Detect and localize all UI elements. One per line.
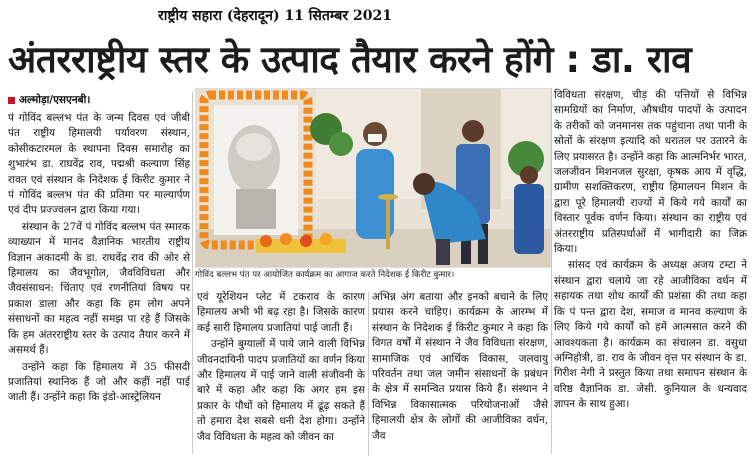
paragraph: उन्होंने बुग्यालों में पाये जाने वाली विभिन्न जीवनदायिनी पादप प्रजातियों का वर्णन किया और हिमालय में पाई जाने वाली संजीवनी के बारे में कहा और कहा कि अगर हम इस प्रकार के पौधों को हिमालय में ढूंढ़ सकते हैं तो हमारा देश सबसे धनी देश होगा। उन्होंने जैव विविधता के महत्व को जीवन का (197, 338, 365, 443)
event-photo (195, 88, 551, 268)
newspaper-masthead: राष्ट्रीय सहारा (देहरादून) 11 सितम्बर 2021 (158, 8, 392, 24)
paragraph: पं गोविंद बल्लभ पंत के जन्म दिवस एवं जीबी पंत राष्ट्रीय हिमालयी पर्यावरण संस्थान, कोसीकटारमल के स्थापना दिवस समारोह का शुभारंभ डा. राघवेंद्र राव, पद्मश्री कल्याण सिंह रावत एवं संस्थान के निदेशक ई किरीट कुमार ने पं गोविंद बल्लभ पंत की प्रतिमा पर माल्यार्पण एवं दीप प्रज्ज्वलन द्वारा किया गया। (8, 112, 190, 217)
paragraph: अभिन्न अंग बताया और इनको बचाने के लिए प्रयास करने चाहिए। कार्यक्रम के आरम्भ में संस्थान के निदेशक ई किरीट कुमार ने कहा कि विगत वर्षों में संस्थान ने जैव विविधता संरक्षण, सामाजिक एवं आर्थिक विकास, जलवायु परिवर्तन तथा जल जमीन संसाधनों के प्रबंधन के क्षेत्र में समन्वित प्रयास किये हैं। संस्थान ने विभिन्न विकासात्मक परियोजनाओं जैसे हिमालयी क्षेत्र के लोगों की आजीविका वर्धन, जैव (372, 291, 548, 442)
paragraph: एवं यूरेशियन प्लेट में टकराव के कारण हिमालय अभी भी बढ़ रहा है। जिसके कारण कई सारी हिमालय प्रजातियां पाई जाती हैं। (197, 291, 365, 334)
article-headline: अंतरराष्ट्रीय स्तर के उत्पाद तैयार करने होंगे : डा. राव (8, 38, 692, 81)
photo-caption: गोविंद बल्लभ पंत पर आयोजित कार्यक्रम का आगाज करते निदेशक ई किरीट कुमार। (195, 270, 455, 280)
column-divider (368, 292, 369, 456)
article-column-2 (197, 290, 365, 458)
paragraph: संस्थान के 27वें पं गोविंद बल्लभ पंत स्मारक व्याख्यान में मानद वैज्ञानिक भारतीय राष्ट्रीय विज्ञान अकादमी के डा. राघवेंद्र राव की ओर से हिमालय का जैवभूगोल, जैवविविधता और जैवसंसाधन: चिंताए एवं रणनीतियां विषय पर प्रकाश डाला और कहा कि हम लोग अपने संसाधनों का महत्व नहीं समझ पा रहे हैं जिसके कि हम अंतरराष्ट्रीय स्तर के उत्पाद तैयार करने में असमर्थ हैं। (8, 220, 190, 357)
dateline (8, 92, 190, 108)
paragraph: विविधता संरक्षण, चीड़ की पत्तियों से विभिन्न सामग्रियों का निर्माण, औषधीय पादपों के उत्पादन के तरीकों को जनमानस तक पहुंचाना तथा पानी के स्रोतों के संरक्षण इत्यादि को धरातल पर उतारने के लिए प्रयासरत है। उन्होंने कहा कि आत्मनिर्भर भारत, जलजीवन मिशनजल सुरक्षा, कृषक आय में वृद्धि, ग्रामीण सशक्तिकरण, राष्ट्रीय हिमालयन मिशन के द्वारा पूरे हिमालयी राज्यों में किये गये कार्यों का विस्तार पूर्वक वर्णन किया। संस्थान का राष्ट्रीय एवं अंतरराष्ट्रीय प्रतिस्पर्धाओं में भागीदारी का जिक्र किया। (554, 89, 747, 256)
article-column-3 (372, 290, 548, 458)
paragraph: उन्होंने कहा कि हिमालय में 35 फीसदी प्रजातियां स्थानिक हैं जो और कहीं नहीं पाई जाती हैं। उन्होंने कहा कि इंडो-आस्ट्रेलियन (8, 360, 190, 404)
paragraph: सांसद एवं कार्यक्रम के अध्यक्ष अजय टम्टा ने संस्थान द्वारा चलाये जा रहे आजीविका वर्धन में सहायक तथा शोध कार्यों की प्रशंसा की तथा कहा कि पं पन्त द्वारा देश, समाज व मानव कल्याण के लिए किये गये कार्यों को हमें आत्मसात करने की आवश्यकता है। कार्यक्रम का संचालन डा. वसुधा अग्निहोत्री, डा. राव के जीवन वृत्त पर संस्थान के डा. गिरीश नेगी ने प्रस्तुत किया तथा समापन संस्थान के वरिष्ठ वैज्ञानिक डा. जेसी. कुनियाल के धन्यवाद ज्ञापन के साथ हुआ। (554, 259, 747, 411)
article-column-1 (8, 92, 190, 454)
column-divider (551, 88, 552, 454)
dateline-bullet-icon (8, 97, 15, 104)
article-column-4 (554, 88, 747, 454)
column-divider (192, 92, 193, 454)
dateline-text: अल्मोड़ा/एसएनबी। (19, 94, 91, 106)
